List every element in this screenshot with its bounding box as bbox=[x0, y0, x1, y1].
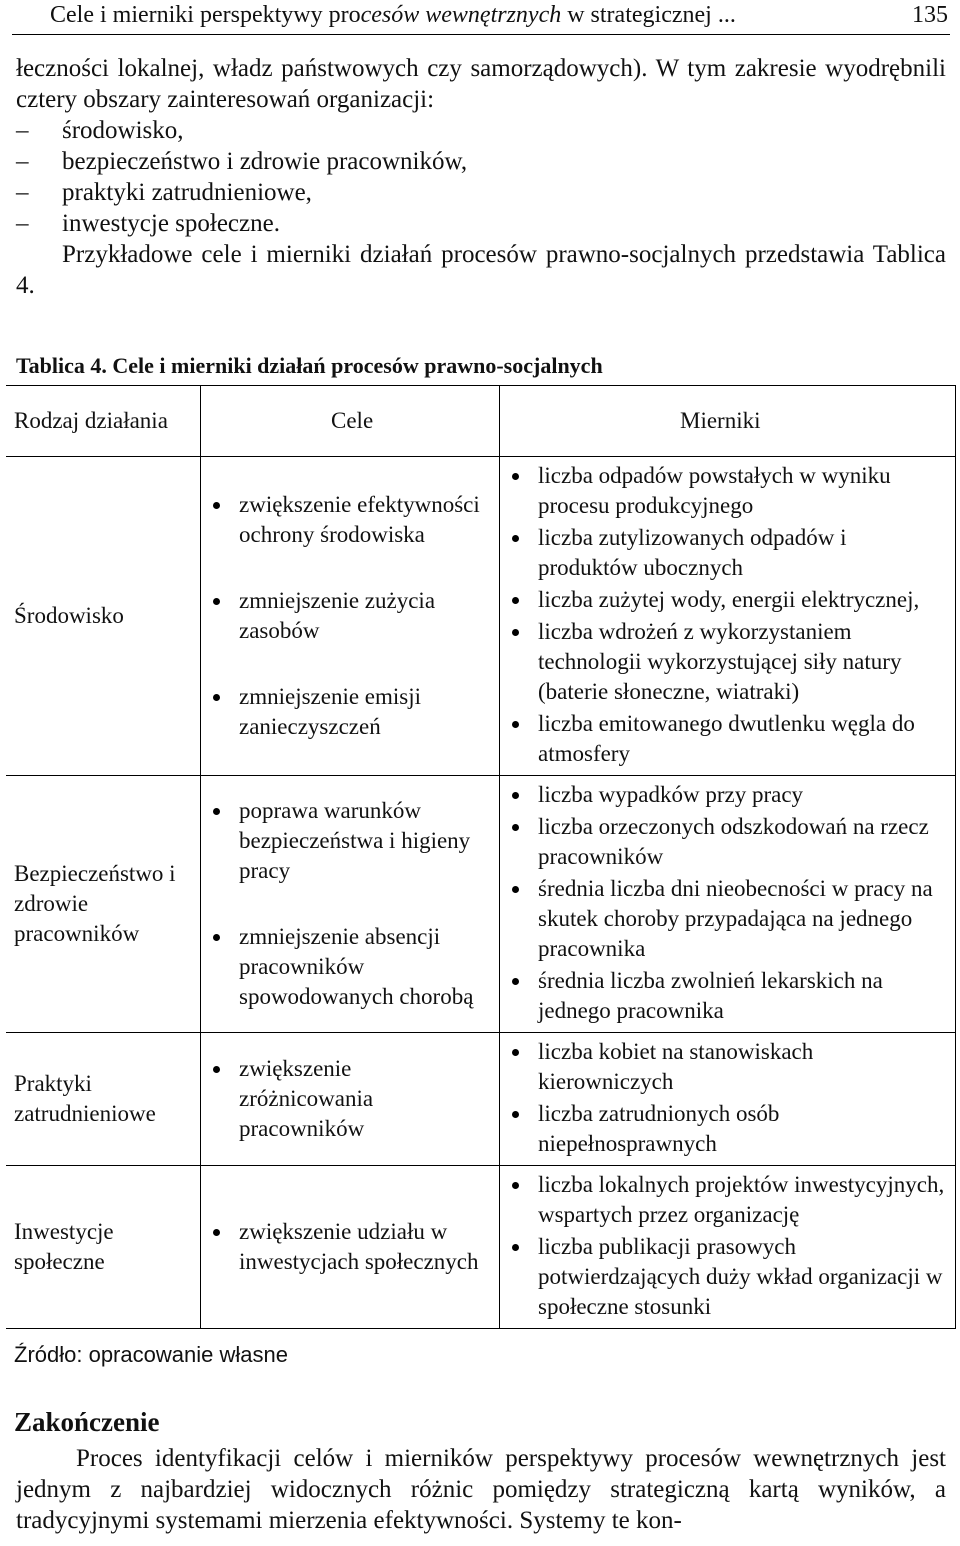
area-item: – środowisko, bbox=[16, 115, 946, 146]
running-header bbox=[12, 0, 950, 35]
table-row bbox=[6, 457, 956, 776]
conclusion-text: Proces identyfikacji celów i mierników perspektywy procesów wewnętrznych jest jednym z najbardziej widocznych różnic pomiędzy strategiczną kartą wyników, a tradycyjnymi systemami mierzenia efektywności. Systemy te kon- bbox=[16, 1445, 946, 1534]
activity-cell: Środowisko bbox=[6, 457, 201, 776]
goal-item: poprawa warunków bezpieczeństwa i higieny pracy bbox=[209, 796, 491, 886]
measure-item: liczba zatrudnionych osób niepełnosprawnych bbox=[508, 1099, 947, 1159]
measure-item: liczba wdrożeń z wykorzystaniem technologii wykorzystującej siły natury (baterie słoneczne, wiatraki) bbox=[508, 617, 947, 707]
measure-item: liczba emitowanego dwutlenku węgla do atmosfery bbox=[508, 709, 947, 769]
goal-item: zwiększenie zróżnicowania pracowników bbox=[209, 1054, 491, 1144]
header-activity: Rodzaj działania bbox=[6, 386, 201, 457]
measure-item: średnia liczba zwolnień lekarskich na jednego pracownika bbox=[508, 966, 947, 1026]
intro-section bbox=[16, 53, 946, 301]
activity-cell: Inwestycje społeczne bbox=[6, 1166, 201, 1329]
area-item: – praktyki zatrudnieniowe, bbox=[16, 177, 946, 208]
measure-item: liczba kobiet na stanowiskach kierowniczych bbox=[508, 1037, 947, 1097]
measure-item: liczba publikacji prasowych potwierdzających duży wkład organizacji w społeczne stosunki bbox=[508, 1232, 947, 1322]
goal-item: zwiększenie udziału w inwestycjach społecznych bbox=[209, 1217, 491, 1277]
goal-item: zmniejszenie zużycia zasobów bbox=[209, 586, 491, 646]
table-header-row bbox=[6, 386, 956, 457]
section-title: Zakończenie bbox=[14, 1407, 160, 1437]
goal-item: zmniejszenie absencji pracowników spowodowanych chorobą bbox=[209, 922, 491, 1012]
goals-cell bbox=[201, 1166, 500, 1329]
goals-measures-table bbox=[6, 385, 956, 1329]
table-row bbox=[6, 1166, 956, 1329]
table-row bbox=[6, 1033, 956, 1166]
running-title: Cele i mierniki perspektywy procesów wewnętrznych w strategicznej ... bbox=[50, 2, 736, 28]
intro-after: Przykładowe cele i mierniki działań procesów prawno-socjalnych przedstawia Tablica 4. bbox=[16, 241, 946, 299]
measure-item: liczba lokalnych projektów inwestycyjnych, wspartych przez organizację bbox=[508, 1170, 947, 1230]
page-number: 135 bbox=[912, 2, 948, 28]
measure-item: liczba wypadków przy pracy bbox=[508, 780, 947, 810]
table-caption: Tablica 4. Cele i mierniki działań procesów prawno-socjalnych bbox=[16, 353, 603, 378]
measures-cell bbox=[500, 1033, 956, 1166]
header-measures: Mierniki bbox=[500, 386, 956, 457]
area-item: – inwestycje społeczne. bbox=[16, 208, 946, 239]
measures-cell bbox=[500, 776, 956, 1033]
measures-cell bbox=[500, 1166, 956, 1329]
measure-item: liczba zużytej wody, energii elektrycznej, bbox=[508, 585, 947, 615]
goal-item: zwiększenie efektywności ochrony środowiska bbox=[209, 490, 491, 550]
measure-item: średnia liczba dni nieobecności w pracy na skutek choroby przypadająca na jednego pracownika bbox=[508, 874, 947, 964]
goal-item: zmniejszenie emisji zanieczyszczeń bbox=[209, 682, 491, 742]
goals-cell bbox=[201, 457, 500, 776]
activity-cell: Praktyki zatrudnieniowe bbox=[6, 1033, 201, 1166]
measure-item: liczba orzeczonych odszkodowań na rzecz pracowników bbox=[508, 812, 947, 872]
area-item: – bezpieczeństwo i zdrowie pracowników, bbox=[16, 146, 946, 177]
table-row bbox=[6, 776, 956, 1033]
activity-cell: Bezpieczeństwo i zdrowie pracowników bbox=[6, 776, 201, 1033]
measure-item: liczba zutylizowanych odpadów i produktów ubocznych bbox=[508, 523, 947, 583]
measures-cell bbox=[500, 457, 956, 776]
measure-item: liczba odpadów powstałych w wyniku procesu produkcyjnego bbox=[508, 461, 947, 521]
goals-cell bbox=[201, 776, 500, 1033]
goals-cell bbox=[201, 1033, 500, 1166]
intro-lead: łeczności lokalnej, władz państwowych czy samorządowych). W tym zakresie wyodrębnili cztery obszary zainteresowań organizacji: bbox=[16, 55, 946, 113]
areas-list bbox=[16, 115, 946, 239]
header-goals: Cele bbox=[201, 386, 500, 457]
table-source: Źródło: opracowanie własne bbox=[14, 1342, 288, 1367]
